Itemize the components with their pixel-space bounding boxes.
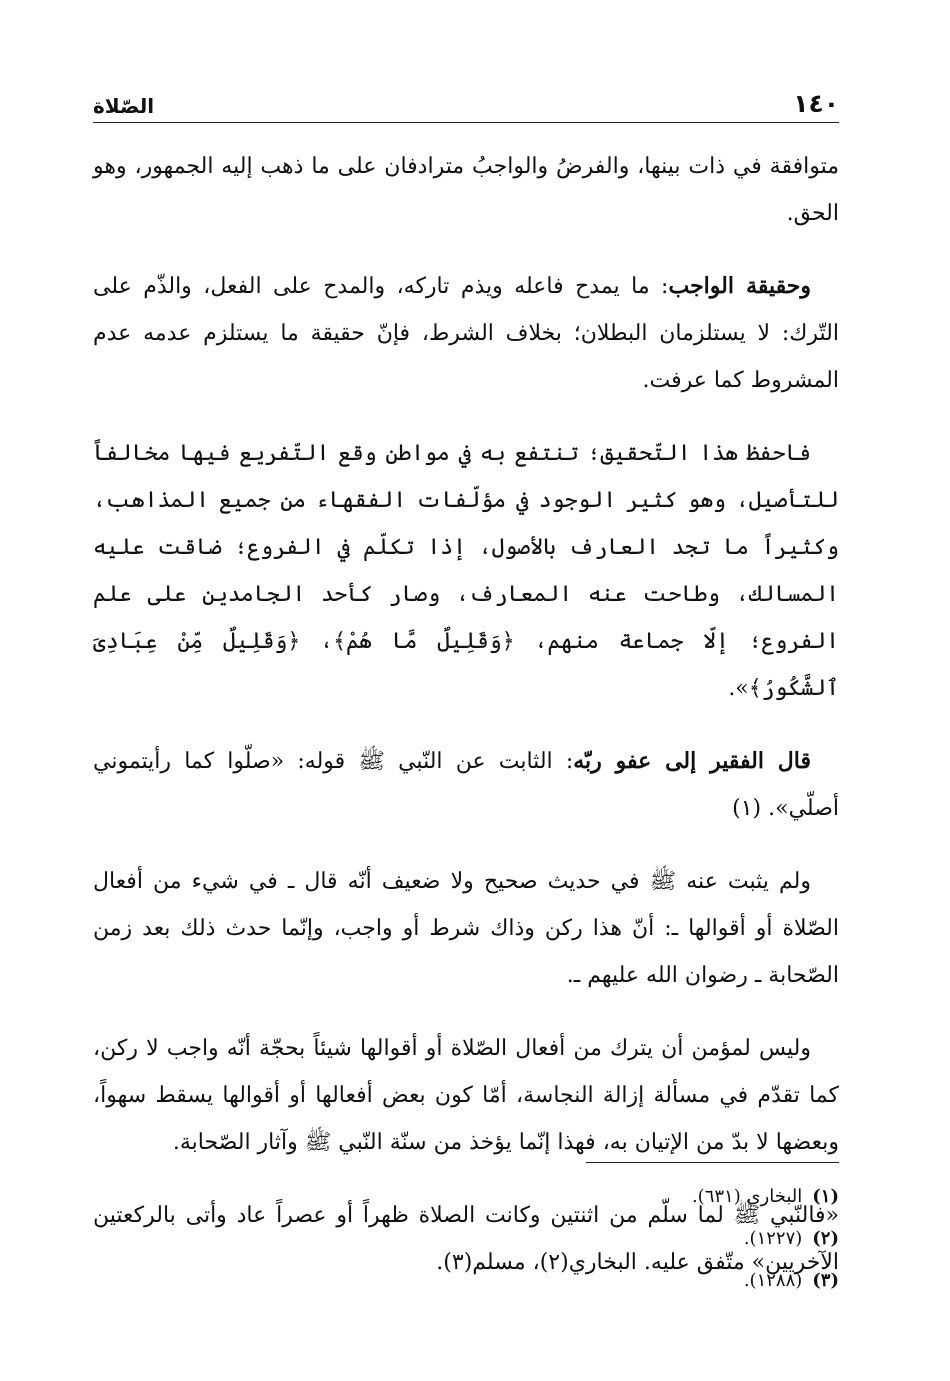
paragraph-lead: قال الفقير إلى عفو ربّه <box>573 748 811 774</box>
paragraph: وليس لمؤمن أن يترك من أفعال الصّلاة أو أقوالها شيئاً بحجّة أنّه واجب لا ركن، كما تقدّم في مسألة إزالة النجاسة، أمّا كون بعض أفعالها أو أقوالها يسقط سهواً، وبعضها لا بدّ من الإتيان به، فهذا إنّما يؤخذ من سنّة النّبي ﷺ وآثار الصّحابة. <box>93 1036 839 1155</box>
footnote-number: (٢) <box>812 1228 839 1249</box>
footnote-number: (٣) <box>812 1270 839 1291</box>
paragraph <box>93 263 839 404</box>
paragraph <box>93 738 839 832</box>
footnote-divider <box>586 1162 839 1163</box>
page-header <box>93 80 839 123</box>
running-title: الصّلاة <box>93 94 155 118</box>
paragraph: «فالنّبي ﷺ لما سلّم من اثنتين وكانت الصلاة ظهراً أو عصراً عاد وأتى بالركعتين الآخريين» متّفق عليه. البخاري(٢)، مسلم(٣). <box>93 1203 839 1275</box>
footnote-number: (١) <box>812 1186 839 1207</box>
paragraph: فاحفظ هذا التّحقيق؛ تنتفع به في مواطن وقع التّفريع فيها مخالفاً للتأصيل، وهو كثير الوجود في مؤلّفات الفقهاء من جميع المذاهب، وكثيراً ما تجد العارف بالأصول، إذا تكلّم في الفروع؛ ضاقت عليه المسالك، وطاحت عنه المعارف، وصار كأحد الجامدين على علم الفروع؛ إلّا جماعة منهم، ﴿وَقَلِيلٌ مَّا هُمْ﴾، ﴿وَقَلِيلٌ مِّنْ عِبَادِىَ ٱلشَّكُورُ﴾». <box>93 441 839 701</box>
paragraph-lead: وحقيقة الواجب <box>668 273 811 299</box>
paragraph: متوافقة في ذات بينها، والفرضُ والواجبُ مترادفان على ما ذهب إليه الجمهور، وهو الحق. <box>93 154 839 226</box>
paragraph-text: : الثابت عن النّبي ﷺ قوله: «صلّوا كما رأيتموني أصلّي». (١) <box>93 749 839 821</box>
footnote <box>93 1260 839 1302</box>
footnote <box>93 1176 839 1218</box>
footnote-text: البخاري (٦٣١). <box>691 1186 803 1207</box>
footnote-text: (١٢٨٨). <box>743 1270 803 1291</box>
footnote <box>93 1218 839 1260</box>
body-text <box>93 143 839 1286</box>
footnote-text: (١٢٢٧). <box>743 1228 803 1249</box>
paragraph: ولم يثبت عنه ﷺ في حديث صحيح ولا ضعيف أنّه قال ـ في شيء من أفعال الصّلاة أو أقوالها ـ: أنّ هذا ركن وذاك شرط أو واجب، وإنّما حدث ذلك بعد زمن الصّحابة ـ رضوان الله عليهم ـ. <box>93 869 839 988</box>
paragraph-text: : ما يمدح فاعله ويذم تاركه، والمدح على الفعل، والذّم على التّرك: لا يستلزمان البطلان؛ بخلاف الشرط، فإنّ حقيقة ما يستلزم عدمه عدم المشروط كما عرفت. <box>93 274 839 393</box>
footnotes <box>93 1176 839 1302</box>
page-number: ١٤٠ <box>793 89 839 118</box>
page <box>93 80 839 1312</box>
